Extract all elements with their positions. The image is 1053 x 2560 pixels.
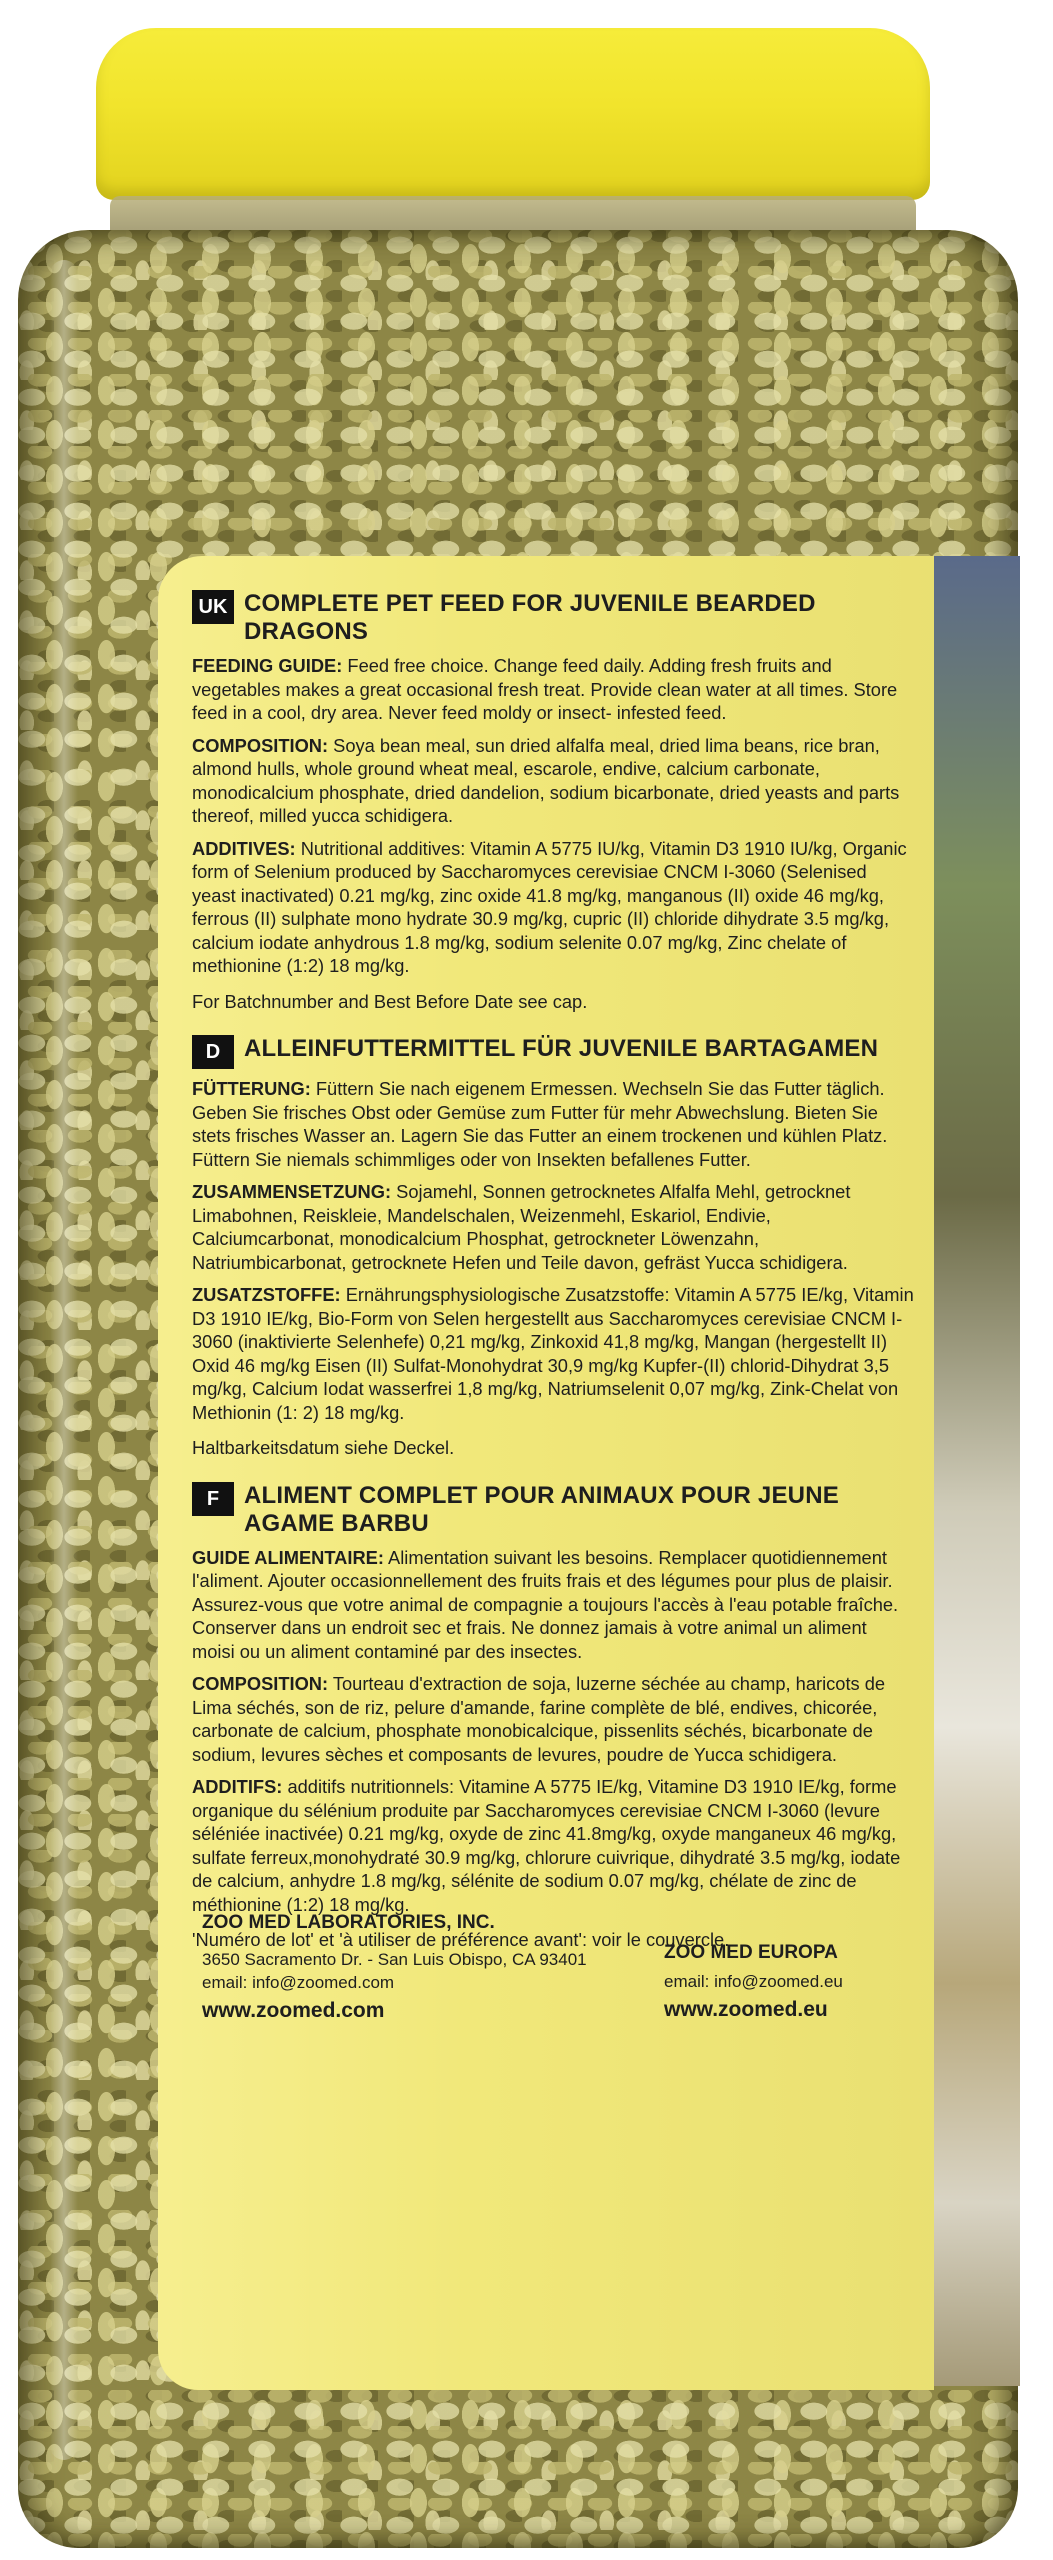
section-header: [192, 1482, 914, 1538]
company-name: ZOO MED EUROPA: [664, 1942, 838, 1963]
additives-label: ADDITIVES:: [192, 837, 296, 859]
section-uk: [192, 590, 914, 1013]
section-fr: [192, 1482, 914, 1952]
label-content: [192, 590, 914, 2022]
composition-label: COMPOSITION:: [192, 734, 329, 756]
section-header: [192, 1035, 914, 1069]
language-badge: F: [192, 1482, 234, 1516]
feeding-guide: [192, 1077, 914, 1171]
feeding-label: GUIDE ALIMENTAIRE:: [192, 1546, 384, 1568]
batch-note: Haltbarkeitsdatum siehe Deckel.: [192, 1437, 455, 1458]
product-label: [158, 556, 934, 2390]
batch-note: 'Numéro de lot' et 'à utiliser de préférence avant': voir le couvercle.: [192, 1929, 730, 1950]
product-photo-strip: [934, 556, 1020, 2386]
composition: [192, 734, 914, 828]
feeding-text: Feed free choice. Change feed daily. Adding fresh fruits and vegetables makes a great occasional fresh treat. Provide clean water at all times. Store feed in a cool, dry area. Never feed moldy or insect- infested feed.: [192, 655, 898, 723]
section-header: [192, 590, 914, 646]
composition-label: ZUSAMMENSETZUNG:: [192, 1181, 392, 1202]
additives: [192, 837, 914, 978]
composition-text: Soya bean meal, sun dried alfalfa meal, dried lima beans, rice bran, almond hulls, whole ground wheat meal, escarole, endive, calcium carbonate, monodicalcium phosphate, dried dandelion, sodium bicarbonate, dried yeasts and parts thereof, milled yucca schidigera.: [192, 734, 900, 826]
feeding-label: FÜTTERUNG:: [192, 1078, 311, 1099]
feeding-label: FEEDING GUIDE:: [192, 655, 343, 676]
company-us: [202, 1912, 587, 2023]
section-title: COMPLETE PET FEED FOR JUVENILE BEARDED DRAGONS: [244, 590, 816, 645]
company-eu: [664, 1942, 843, 2022]
company-website: www.zoomed.com: [202, 1999, 385, 2022]
company-email: email: info@zoomed.eu: [664, 1972, 843, 1991]
company-address: 3650 Sacramento Dr. - San Luis Obispo, CA 93401: [202, 1950, 587, 1969]
additives: [192, 1775, 914, 1916]
batch-note: For Batchnumber and Best Before Date see cap.: [192, 990, 588, 1012]
additives-text: Nutritional additives: Vitamin A 5775 IU/kg, Vitamin D3 1910 IU/kg, Organic form of Selenium produced by Saccharomyces cerevisiae CNCM I-3060 (Selenised yeast inactivated) 0.21 mg/kg, zinc oxide 41.8 mg/kg, manganous (II) oxide 46 mg/kg, ferrous (II) sulphate mono hydrate 30.9 mg/kg, cupric (II) chloride dihydrate 3.5 mg/kg, calcium iodate anhydrous 1.8 mg/kg, sodium selenite 0.07 mg/kg, Zinc chelate of methionine (1:2) 18 mg/kg.: [192, 837, 907, 976]
jar-lid: [96, 28, 930, 200]
composition: [192, 1180, 914, 1274]
company-email: email: info@zoomed.com: [202, 1973, 395, 1992]
additives-label: ZUSATZSTOFFE:: [192, 1284, 341, 1305]
composition-label: COMPOSITION:: [192, 1673, 329, 1694]
additives: [192, 1283, 914, 1424]
language-badge: UK: [192, 590, 234, 624]
feeding-guide: [192, 654, 914, 725]
jar-reflection: [50, 260, 78, 2460]
feeding-guide: [192, 1546, 914, 1664]
company-website: www.zoomed.eu: [664, 1998, 828, 2021]
additives-text: additifs nutritionnels: Vitamine A 5775 IE/kg, Vitamine D3 1910 IE/kg, forme organique du sélénium produite par Saccharomyces cerevisiae CNCM I-3060 (levure séléniée inactivée) 0.21 mg/kg, oxyde de zinc 41.8mg/kg, oxyde manganeux 46 mg/kg, sulfate ferreux,monohydraté 30.9 mg/kg, chlorure cuivrique, dihydraté 3.5 mg/kg, iodate de calcium, anhydre 1.8 mg/kg, sélénite de sodium 0.07 mg/kg, chélate de zinc de méthionine (1:2) 18 mg/kg.: [192, 1776, 901, 1915]
section-title: ALLEINFUTTERMITTEL FÜR JUVENILE BARTAGAMEN: [244, 1035, 879, 1062]
feeding-text: Füttern Sie nach eigenem Ermessen. Wechseln Sie das Futter täglich. Geben Sie frisches Obst oder Gemüse zum Futter für mehr Abwechslung. Bieten Sie stets frisches Wasser an. Lagern Sie das Futter an einem trockenen und kühlen Platz. Füttern Sie niemals schimmliges oder von Insekten befallenes Futter.: [192, 1078, 888, 1170]
language-badge: D: [192, 1035, 234, 1069]
composition-text: Sojamehl, Sonnen getrocknetes Alfalfa Mehl, getrocknet Limabohnen, Reiskleie, Mandelschalen, Weizenmehl, Eskariol, Endivie, Calciumcarbonat, monodicalcium Phosphat, getrockneter Löwenzahn, Natriumbicarbonat, getrocknete Hefen und Teile davon, gefräst Yucca schidigera.: [192, 1181, 851, 1273]
composition-text: Tourteau d'extraction de soja, luzerne séchée au champ, haricots de Lima séchés, son de riz, pelure d'amande, farine complète de blé, endives, chicorée, carbonate de calcium, phosphate monobicalcique, pissenlits séchés, bicarbonate de sodium, levures sèches et composants de levures, poudre de Yucca schidigera.: [192, 1673, 886, 1765]
composition: [192, 1672, 914, 1766]
feeding-text: Alimentation suivant les besoins. Remplacer quotidiennement l'aliment. Ajouter occasionnellement des fruits frais et des légumes pour plus de plaisir. Assurez-vous que votre animal de compagnie a toujours l'accès à l'eau potable fraîche. Conserver dans un endroit sec et frais. Ne donnez jamais à votre animal un aliment moisi ou un aliment contaminé par des insectes.: [192, 1546, 899, 1662]
side-net-weight-text: net wt: [1018, 2220, 1048, 2296]
section-de: [192, 1035, 914, 1460]
section-title: ALIMENT COMPLET POUR ANIMAUX POUR JEUNE AGAME BARBU: [244, 1481, 839, 1537]
additives-text: Ernährungsphysiologische Zusatzstoffe: Vitamin A 5775 IE/kg, Vitamin D3 1910 IE/kg, Bio-Form von Selen hergestellt aus Saccharomyces cerevisiae CNCM I-3060 (inaktivierte Selenhefe) 0,21 mg/kg, Zinkoxid 41,8 mg/kg, Mangan (hergestellt II) Oxid 46 mg/kg Eisen (II) Sulfat-Monohydrat 30,9 mg/kg Kupfer-(II) chlorid-Dihydrat 3,5 mg/kg, Calcium Iodat wasserfrei 1,8 mg/kg, Natriumselenit 0,07 mg/kg, Zink-Chelat von Methionin (1: 2) 18 mg/kg.: [192, 1284, 914, 1423]
additives-label: ADDITIFS:: [192, 1776, 283, 1797]
company-name: ZOO MED LABORATORIES, INC.: [202, 1912, 495, 1933]
